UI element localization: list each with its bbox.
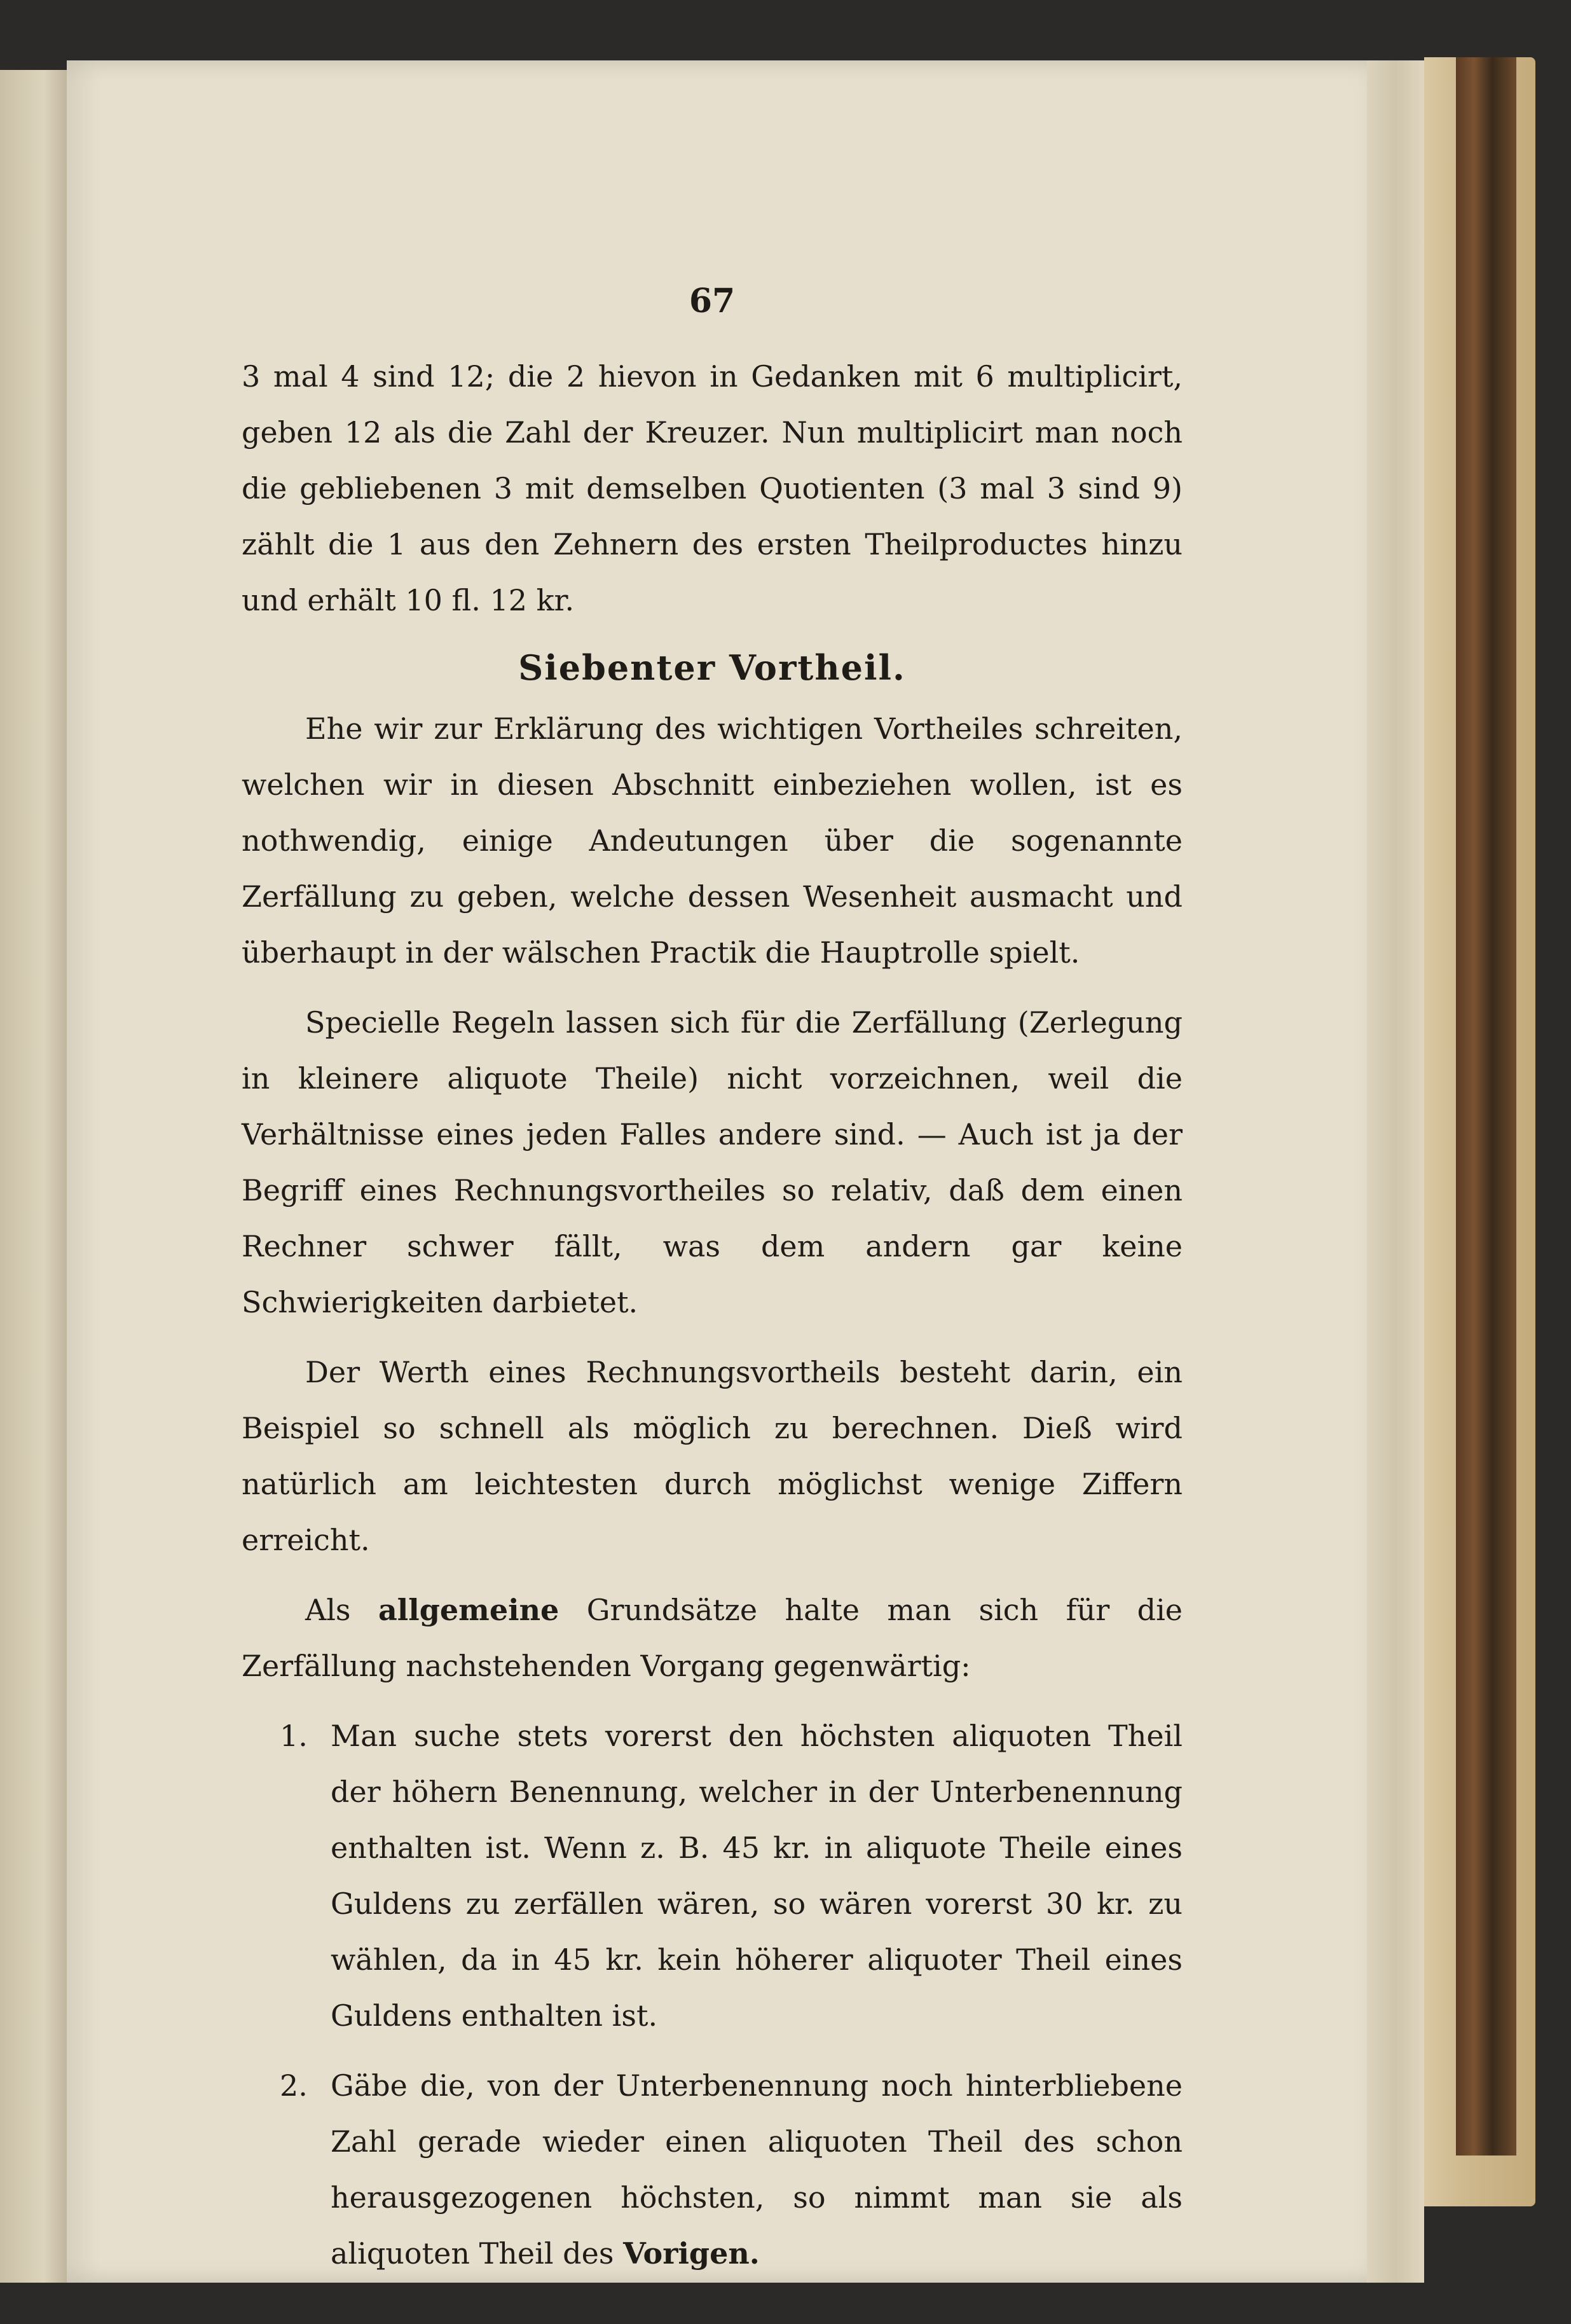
section-heading: Siebenter Vortheil. (518, 647, 906, 688)
paragraph-4: Der Werth eines Rechnungsvortheils besteht darin, ein Beispiel so schnell als möglich zu berechnen. Dieß wird natürlich am leichtesten durch möglichst wenige Ziffern erreicht. (242, 1355, 1183, 1557)
paragraph-1: 3 mal 4 sind 12; die 2 hievon in Gedanken mit 6 multiplicirt, geben 12 als die Zahl der Kreuzer. Nun multiplicirt man noch die gebliebenen 3 mit demselben Quotienten (3 mal 3 sind 9) zählt die 1 aus den Zehnern des ersten Theilproductes hinzu und erhält 10 fl. 12 kr. (242, 359, 1183, 617)
paragraph-general (242, 1582, 1183, 1694)
list-text: Man suche stets vorerst den höchsten aliquoten Theil der höhern Benennung, welcher in der Unterbenennung enthalten ist. Wenn z. B. 45 kr. in aliquote Theile eines Guldens zu zerfällen wären, so wären vorerst 30 kr. zu wählen, da in 45 kr. kein höherer aliquoter Theil eines Guldens enthalten ist. (331, 1719, 1183, 2033)
page-text (242, 273, 1183, 2281)
list-item (242, 1708, 1183, 2044)
general-post: Grundsätze halte man sich für die Zerfällung nachstehenden Vorgang gegenwärtig: (242, 1593, 1183, 1683)
list-number: 2. (280, 2068, 308, 2103)
facing-page-edge (0, 70, 73, 2283)
paragraph-2: Ehe wir zur Erklärung des wichtigen Vortheiles schreiten, welchen wir in diesen Abschnitt einbeziehen wollen, ist es nothwendig, einige Andeutungen über die sogenannte Zerfällung zu geben, welche dessen Wesenheit ausmacht und überhaupt in der wälschen Practik die Hauptrolle spielt. (242, 712, 1183, 970)
list-number: 1. (280, 1719, 308, 1753)
book-cover-edge (1456, 57, 1516, 2156)
page-stack-edge (1367, 60, 1424, 2283)
general-pre: Als (305, 1593, 351, 1627)
paragraph-3: Specielle Regeln lassen sich für die Zerfällung (Zerlegung in kleinere aliquote Theile) nicht vorzeichnen, weil die Verhältnisse eines jeden Falles andere sind. — Auch ist ja der Begriff eines Rechnungsvortheiles so relativ, daß dem einen Rechner schwer fällt, was dem andern gar keine Schwierigkeiten darbietet. (242, 1005, 1183, 1319)
general-bold: allgemeine (378, 1593, 559, 1627)
list-item (242, 2058, 1183, 2281)
list-text: Gäbe die, von der Unterbenennung noch hinterbliebene Zahl gerade wieder einen aliquoten Theil des schon herausgezogenen höchsten, so nimmt man sie als aliquoten Theil des (331, 2068, 1183, 2271)
page-number: 67 (689, 282, 736, 320)
list-bold-tail: Vorigen. (623, 2236, 760, 2271)
